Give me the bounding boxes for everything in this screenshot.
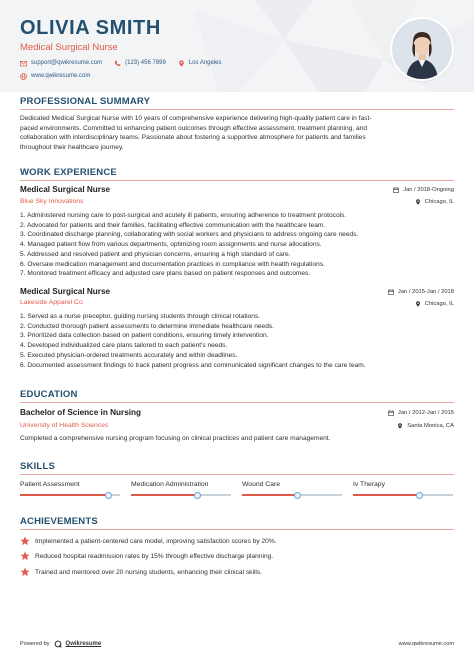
footer-website[interactable]: www.qwikresume.com: [398, 641, 454, 647]
summary-text: [20, 114, 454, 152]
skill-patient-assessment: [20, 481, 120, 496]
experience-title: WORK EXPERIENCE: [20, 167, 117, 178]
skill-name: Patient Assessment: [20, 481, 80, 488]
award-star-icon: [20, 551, 30, 561]
list-item: 2. Conducted thorough patient assessments to determine immediate healthcare needs.: [20, 322, 275, 330]
skill-name: Medication Administration: [131, 481, 209, 488]
website-text: www.qwikresume.com: [31, 73, 91, 79]
skill-bar-knob: [294, 492, 301, 499]
list-item: 1. Served as a nurse preceptor, guiding nursing students through clinical rotations.: [20, 313, 261, 320]
footer-powered-by: [20, 640, 101, 648]
job-bullets: [20, 312, 450, 370]
job-location: [415, 301, 454, 307]
summary-line: collaboration with interdisciplinary teams. Passionate about fostering a supportive atmosphere for patients and families: [20, 134, 366, 142]
education-location-text: Santa Monica, CA: [407, 423, 454, 429]
list-item: 5. Executed physician-ordered treatments accurately and within deadlines.: [20, 351, 238, 359]
job-dates: [388, 289, 454, 295]
skill-bar-knob: [416, 492, 423, 499]
education-location: [397, 423, 454, 429]
education-title: EDUCATION: [20, 389, 78, 400]
skill-bar: [131, 494, 231, 496]
achievement-text: Trained and mentored over 20 nursing students, enhancing their clinical skills.: [35, 568, 262, 576]
contact-row: [20, 58, 228, 68]
skill-iv-therapy: [353, 481, 453, 496]
skill-medication-administration: [131, 481, 231, 496]
list-item: 1. Administered nursing care to post-surgical and acutely ill patients, ensuring adherence to treatment protocols.: [20, 212, 347, 219]
job-bullets: [20, 211, 450, 279]
calendar-icon: [388, 289, 394, 295]
email-icon: [20, 60, 27, 67]
list-item: 7. Monitored treatment efficacy and adjusted care plans based on patient responses and outcomes.: [20, 270, 311, 278]
skills-title: SKILLS: [20, 461, 55, 472]
summary-divider: [20, 109, 454, 110]
profile-photo: [392, 19, 452, 79]
location-pin-icon: [415, 301, 421, 307]
contact-row-web: [20, 71, 96, 81]
achievement-item: [20, 567, 262, 577]
list-item: 3. Prioritized data collection based on patient conditions, ensuring timely intervention.: [20, 332, 269, 340]
skill-bar-fill: [242, 494, 297, 496]
skill-bar-knob: [194, 492, 201, 499]
skill-bar: [242, 494, 342, 496]
education-dates: [388, 410, 454, 416]
job-title: Medical Surgical Nurse: [20, 185, 111, 194]
education-divider: [20, 402, 454, 403]
contact-email[interactable]: [20, 60, 102, 67]
list-item: 6. Documented assessment findings to track patient progress and communicated significant changes to the care team.: [20, 361, 366, 369]
achievement-item: [20, 551, 273, 561]
job-dates: [393, 187, 454, 193]
summary-line: throughout their healthcare journey.: [20, 143, 124, 151]
location-pin-icon: [415, 199, 421, 205]
summary-line: paced environments. Committed to enhancing patient outcomes through effective assessment, treatment planning, and: [20, 124, 367, 132]
list-item: 5. Addressed and resolved patient and physician concerns, ensuring a high standard of care.: [20, 250, 291, 258]
location-pin-icon: [178, 60, 185, 67]
list-item: 4. Developed individualized care plans tailored to each patient's needs.: [20, 342, 228, 350]
summary-line: Dedicated Medical Surgical Nurse with 10 years of comprehensive experience delivering high-quality patient care in fast-: [20, 115, 372, 122]
skill-bar: [20, 494, 120, 496]
list-item: 2. Advocated for patients and their families, facilitating effective communication with the healthcare team.: [20, 221, 326, 229]
globe-icon: [20, 73, 27, 80]
qwikresume-logo-icon: [54, 640, 62, 648]
candidate-name: OLIVIA SMITH: [20, 17, 161, 39]
list-item: 6. Oversaw medication management and documentation practices in compliance with health regulations.: [20, 260, 325, 268]
achievements-divider: [20, 529, 454, 530]
achievements-title: ACHIEVEMENTS: [20, 516, 98, 527]
job-dates-text: Jan / 2018-Ongoing: [403, 187, 454, 193]
skill-bar-fill: [353, 494, 419, 496]
achievement-item: [20, 536, 277, 546]
summary-title: PROFESSIONAL SUMMARY: [20, 96, 151, 107]
job-company: Lakeside Apparel Co: [20, 299, 83, 306]
education-description: Completed a comprehensive nursing program focusing on clinical practices and patient care management.: [20, 435, 331, 442]
resume-header: [0, 0, 474, 92]
location-pin-icon: [397, 423, 403, 429]
skill-bar: [353, 494, 453, 496]
education-school: University of Health Sciences: [20, 422, 109, 429]
education-dates-text: Jan / 2012-Jan / 2015: [397, 410, 454, 416]
skill-bar-fill: [131, 494, 197, 496]
skill-name: Iv Therapy: [353, 481, 385, 488]
contact-location: [178, 60, 222, 67]
contact-website[interactable]: [20, 73, 90, 80]
skill-bar-fill: [20, 494, 108, 496]
email-text: support@qwikresume.com: [31, 60, 103, 66]
education-degree: Bachelor of Science in Nursing: [20, 408, 142, 417]
brand-link[interactable]: Qwikresume: [65, 641, 102, 647]
skills-divider: [20, 474, 454, 475]
achievement-text: Reduced hospital readmission rates by 15% through effective discharge planning.: [35, 552, 274, 560]
achievement-text: Implemented a patient-centered care model, improving satisfaction scores by 20%.: [35, 537, 277, 545]
skill-name: Wound Care: [242, 481, 281, 488]
skill-bar-knob: [105, 492, 112, 499]
job-location-text: Chicago, IL: [424, 301, 454, 307]
job-location: [415, 199, 454, 205]
contact-phone[interactable]: [114, 60, 166, 67]
powered-by-text: Powered by: [20, 641, 50, 647]
list-item: 3. Coordinated discharge planning, collaborating with social workers and physicians to address ongoing care needs.: [20, 231, 359, 239]
list-item: 4. Managed patient flow from various departments, optimizing room assignments and nurse allocations.: [20, 241, 322, 249]
job-dates-text: Jan / 2015-Jan / 2018: [397, 289, 454, 295]
phone-icon: [114, 60, 121, 67]
job-location-text: Chicago, IL: [424, 199, 454, 205]
experience-divider: [20, 180, 454, 181]
avatar-illustration: [392, 19, 452, 79]
location-text: Los Angeles: [188, 60, 222, 66]
calendar-icon: [388, 410, 394, 416]
job-title: Medical Surgical Nurse: [20, 287, 111, 296]
award-star-icon: [20, 536, 30, 546]
skill-wound-care: [242, 481, 342, 496]
award-star-icon: [20, 567, 30, 577]
calendar-icon: [393, 187, 399, 193]
candidate-role: Medical Surgical Nurse: [20, 42, 118, 53]
phone-text: (123) 456 7899: [125, 60, 166, 66]
job-company: Blue Sky Innovations: [20, 198, 84, 205]
